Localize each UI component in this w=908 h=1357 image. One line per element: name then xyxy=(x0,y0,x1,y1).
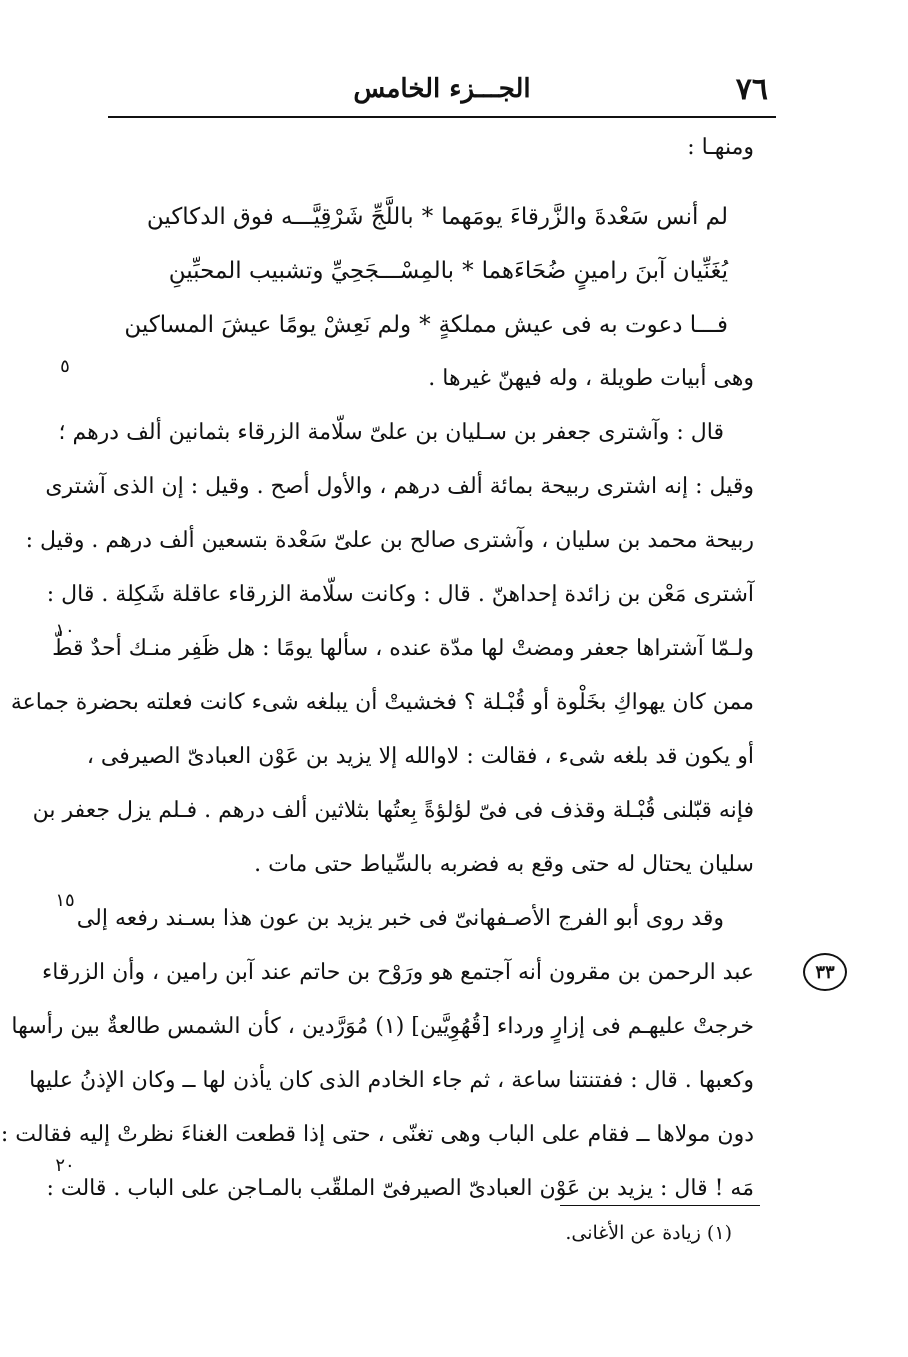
text-line: وهى أبيات طويلة ، وله فيهنّ غيرها . xyxy=(428,366,754,391)
verse-second-hemistich: بالمِسْـــجَحِيِّ وتشبيب المحبِّينِ xyxy=(168,258,455,284)
poem-verse xyxy=(146,190,728,244)
page-header xyxy=(108,72,776,116)
verse-second-hemistich: باللَّجِّ شَرْقِيَّـــه فوق الدكاكين xyxy=(146,204,414,230)
text-line: ممن كان يهواكِ بخَلْوة أو قُبْـلة ؟ فخشيتْ أن يبلغه شىء كانت فعلته بحضرة جماعة xyxy=(10,690,754,715)
footnote-rule xyxy=(560,1205,760,1206)
header-rule xyxy=(108,116,776,118)
verse-separator: * xyxy=(462,258,474,284)
text-line: ربيحة محمد بن سليان ، وآشترى صالح بن علىّ سَعْدة بتسعين ألف درهم . وقيل : xyxy=(25,528,754,553)
poem-intro: ومنهـا : xyxy=(687,135,754,160)
verse-second-hemistich: ولم نَعِشْ يومًا عيشَ المساكين xyxy=(124,312,412,338)
verse-first-hemistich: فـــا دعوت به فى عيش مملكةٍ xyxy=(438,312,728,338)
margin-line-number: ٥ xyxy=(60,356,70,377)
text-line: مَه ! قال : يزيد بن عَوْن العبادىّ الصيرفىّ الملقّب بالمـاجن على الباب . قالت : xyxy=(46,1176,754,1201)
margin-line-number: ٢٠ xyxy=(55,1155,75,1176)
text-line: وقيل : إنه اشترى ربيحة بمائة ألف درهم ، والأول أصح . وقيل : إن الذى آشترى xyxy=(45,474,754,499)
text-line: وقد روى أبو الفرج الأصـفهانىّ فى خبر يزيد بن عون هذا بسـند رفعه إلى xyxy=(76,906,724,931)
verse-separator: * xyxy=(419,312,431,338)
text-line: دون مولاها ــ فقام على الباب وهى تغنّى ، حتى إذا قطعت الغناءَ نظرتْ إليه فقالت : xyxy=(0,1122,754,1147)
text-line: خرجتْ عليهـم فى إزارٍ ورداء [قُهُوِيَّين] (١) مُوَرَّدين ، كأن الشمس طالعةٌ بين رأسها xyxy=(11,1014,754,1039)
poem-verse xyxy=(124,298,728,352)
text-line: أو يكون قد بلغه شىء ، فقالت : لاوالله إلا يزيد بن عَوْن العبادىّ الصيرفى ، xyxy=(86,744,754,769)
verse-first-hemistich: يُغَنِّيان آبنَ رامينٍ ضُحَاءَهما xyxy=(481,258,728,284)
margin-line-number: ١٠ xyxy=(55,620,75,641)
text-line: ولـمّا آشتراها جعفر ومضتْ لها مدّة عنده ، سألها يومًا : هل ظَفِر منـك أحدٌ قطّ xyxy=(52,636,754,661)
running-title: الجـــزء الخامس xyxy=(353,74,531,104)
text-line: وكعبها . قال : ففتنتنا ساعة ، ثم جاء الخادم الذى كان يأذن لها ــ وكان الإذنُ عليها xyxy=(29,1068,754,1093)
text-line: سليان يحتال له حتى وقع به فضربه بالسِّياط حتى مات . xyxy=(254,852,754,877)
page-number: ٧٦ xyxy=(735,72,768,107)
margin-line-number: ١٥ xyxy=(55,890,75,911)
text-line: فإنه قبّلنى قُبْـلة وقذف فى فىّ لؤلؤةً بِعتُها بثلاثين ألف درهم . فـلم يزل جعفر بن xyxy=(32,798,754,823)
verse-separator: * xyxy=(421,204,434,230)
text-line: آشترى مَعْن بن زائدة إحداهنّ . قال : وكانت سلّامة الزرقاء عاقلة شَكِلة . قال : xyxy=(46,582,754,607)
margin-page-badge: ٣٣ xyxy=(803,953,847,991)
footnote: (١) زيادة عن الأغانى. xyxy=(565,1222,732,1244)
text-line: عبد الرحمن بن مقرون أنه آجتمع هو ورَوْح بن حاتم عند آبن رامين ، وأن الزرقاء xyxy=(41,960,754,985)
verse-first-hemistich: لم أنس سَعْدةَ والزَّرقاءَ يومَهما xyxy=(441,204,728,230)
poem-verse xyxy=(168,244,728,298)
text-line: قال : وآشترى جعفر بن سـليان بن علىّ سلّامة الزرقاء بثمانين ألف درهم ؛ xyxy=(58,420,724,445)
